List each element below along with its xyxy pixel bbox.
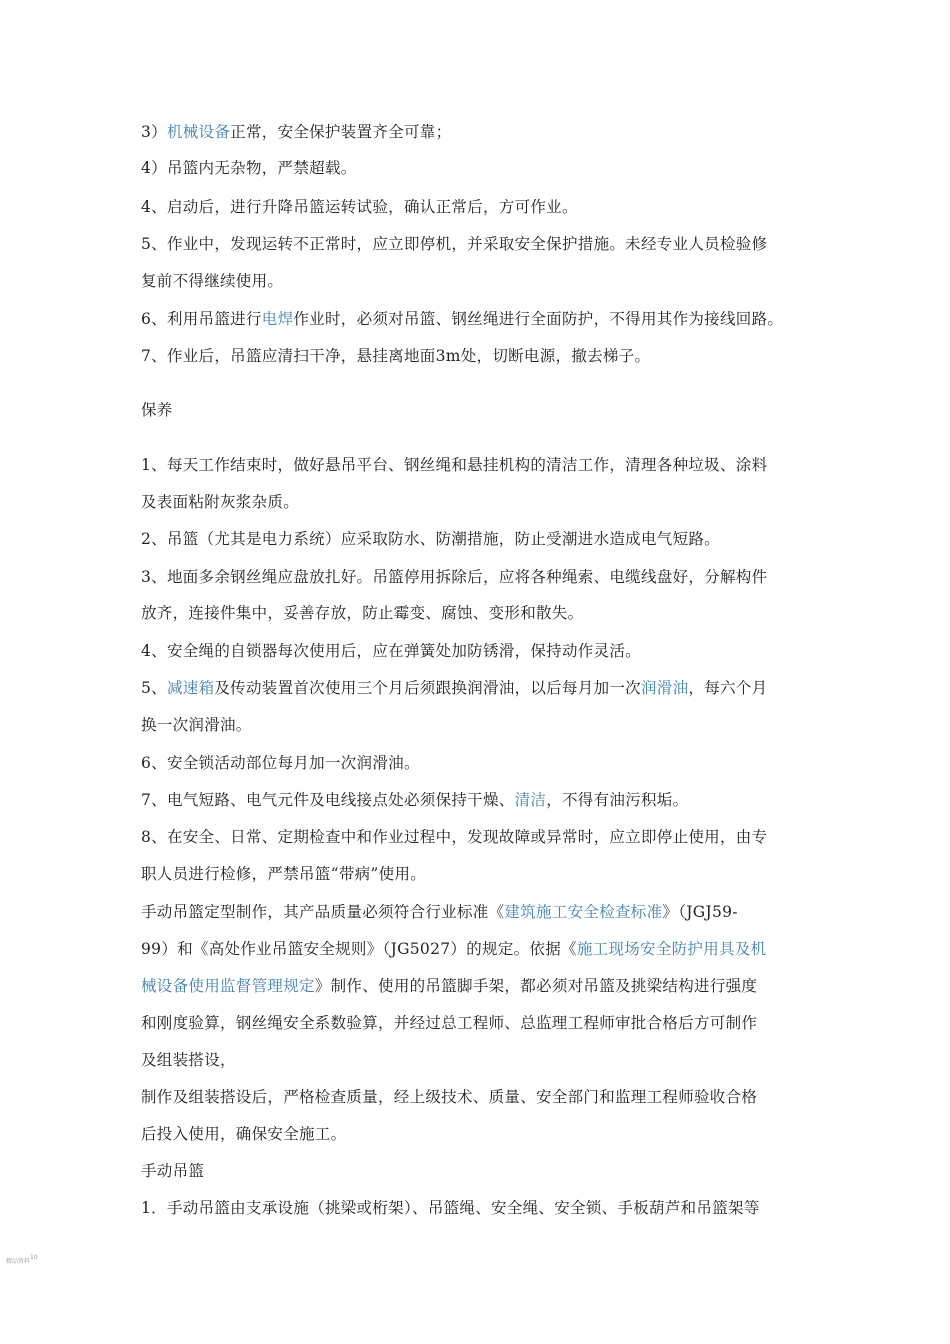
line-text: 6、利用吊篮进行 <box>141 310 262 328</box>
line-text: 3、地面多余钢丝绳应盘放扎好。吊篮停用拆除后，应将各种绳索、电缆线盘好，分解构件 <box>141 568 768 586</box>
line-text: 7、作业后，吊篮应清扫干净，悬挂离地面3m处，切断电源，撤去梯子。 <box>141 347 651 365</box>
text-line <box>141 1087 757 1107</box>
footer-text: 精品资料 <box>6 1258 31 1265</box>
text-line <box>141 271 283 291</box>
hyperlink-text[interactable]: 清洁 <box>514 791 547 809</box>
text-line <box>141 158 357 178</box>
hyperlink-text[interactable]: 械设备使用监督管理规定 <box>141 977 315 995</box>
text-line <box>141 400 173 420</box>
line-text: 2、吊篮（尤其是电力系统）应采取防水、防潮措施，防止受潮进水造成电气短路。 <box>141 530 720 548</box>
line-text: 及表面粘附灰浆杂质。 <box>141 493 300 511</box>
text-line <box>141 753 420 773</box>
line-text: 》制作、使用的吊篮脚手架，都必须对吊篮及挑梁结构进行强度 <box>314 977 758 995</box>
line-text: 手动吊篮定型制作，其产品质量必须符合行业标准《 <box>141 903 505 921</box>
line-text: 及传动装置首次使用三个月后须跟换润滑油，以后每月加一次 <box>214 679 641 697</box>
line-text: 作业时，必须对吊篮、钢丝绳进行全面防护，不得用其作为接线回路。 <box>293 310 784 328</box>
line-text: 4、启动后，进行升降吊篮运转试验，确认正常后，方可作业。 <box>141 198 578 216</box>
hyperlink-text[interactable]: 施工现场安全防护用具及机 <box>576 940 767 958</box>
text-line <box>141 641 641 661</box>
line-text: 99）和《高处作业吊篮安全规则》（JG5027）的规定。依据《 <box>141 940 577 958</box>
text-line <box>141 715 252 735</box>
text-line <box>141 976 757 996</box>
line-text: 1、每天工作结束时，做好悬吊平台、钢丝绳和悬挂机构的清洁工作，清理各种垃圾、涂料 <box>141 456 768 474</box>
text-line <box>141 902 738 922</box>
text-line <box>141 346 650 366</box>
line-text: 正常，安全保护装置齐全可靠； <box>230 123 452 141</box>
line-text: 1．手动吊篮由支承设施（挑梁或桁架）、吊篮绳、安全绳、安全锁、手板葫芦和吊篮架等 <box>141 1199 760 1217</box>
hyperlink-text[interactable]: 电焊 <box>261 310 294 328</box>
line-text: 保养 <box>141 401 173 419</box>
line-text: 制作及组装搭设后，严格检查质量，经上级技术、质量、安全部门和监理工程师验收合格 <box>141 1088 758 1106</box>
line-text: 换一次润滑油。 <box>141 716 252 734</box>
text-line <box>141 1050 236 1070</box>
hyperlink-text[interactable]: 减速箱 <box>166 679 215 697</box>
line-text: 后投入使用，确保安全施工。 <box>141 1125 347 1143</box>
text-line <box>141 790 688 810</box>
line-text: 及组装搭设， <box>141 1051 236 1069</box>
line-text: 5、作业中，发现运转不正常时，应立即停机，并采取安全保护措施。未经专业人员检验修 <box>141 235 768 253</box>
line-text: 职人员进行检修，严禁吊篮“带病”使用。 <box>141 865 427 883</box>
text-line <box>141 234 767 254</box>
text-line <box>141 529 720 549</box>
text-line <box>141 455 767 475</box>
line-text: 手动吊篮 <box>141 1162 205 1180</box>
text-line <box>141 939 766 959</box>
text-line <box>141 1124 346 1144</box>
line-text: 》（JGJ59- <box>662 903 738 921</box>
text-line <box>141 1161 204 1181</box>
text-line <box>141 492 299 512</box>
line-text: 复前不得继续使用。 <box>141 272 284 290</box>
text-line <box>141 1013 757 1033</box>
line-text: 3） <box>141 123 167 141</box>
line-text: 4）吊篮内无杂物，严禁超载。 <box>141 159 357 177</box>
text-line <box>141 864 426 884</box>
line-text: 8、在安全、日常、定期检查中和作业过程中，发现故障或异常时，应立即停止使用，由专 <box>141 828 768 846</box>
text-line <box>141 827 767 847</box>
line-text: 7、电气短路、电气元件及电线接点处必须保持干燥、 <box>141 791 515 809</box>
line-text: 5、 <box>141 679 167 697</box>
hyperlink-text[interactable]: 建筑施工安全检查标准 <box>504 903 663 921</box>
text-line <box>141 309 783 329</box>
page-footer <box>6 1254 38 1265</box>
text-line <box>141 197 578 217</box>
line-text: 6、安全锁活动部位每月加一次润滑油。 <box>141 754 420 772</box>
line-text: ，每六个月 <box>688 679 768 697</box>
line-text: 4、安全绳的自锁器每次使用后，应在弹簧处加防锈滑，保持动作灵活。 <box>141 642 641 660</box>
hyperlink-text[interactable]: 润滑油 <box>640 679 689 697</box>
line-text: ，不得有油污积垢。 <box>546 791 689 809</box>
page-number: 10 <box>30 1254 38 1261</box>
text-line <box>141 603 583 623</box>
text-line <box>141 122 451 142</box>
text-line <box>141 1198 760 1218</box>
line-text: 放齐，连接件集中，妥善存放，防止霉变、腐蚀、变形和散失。 <box>141 604 584 622</box>
text-line <box>141 678 767 698</box>
hyperlink-text[interactable]: 机械设备 <box>166 123 231 141</box>
text-line <box>141 567 767 587</box>
line-text: 和刚度验算，钢丝绳安全系数验算，并经过总工程师、总监理工程师审批合格后方可制作 <box>141 1014 758 1032</box>
